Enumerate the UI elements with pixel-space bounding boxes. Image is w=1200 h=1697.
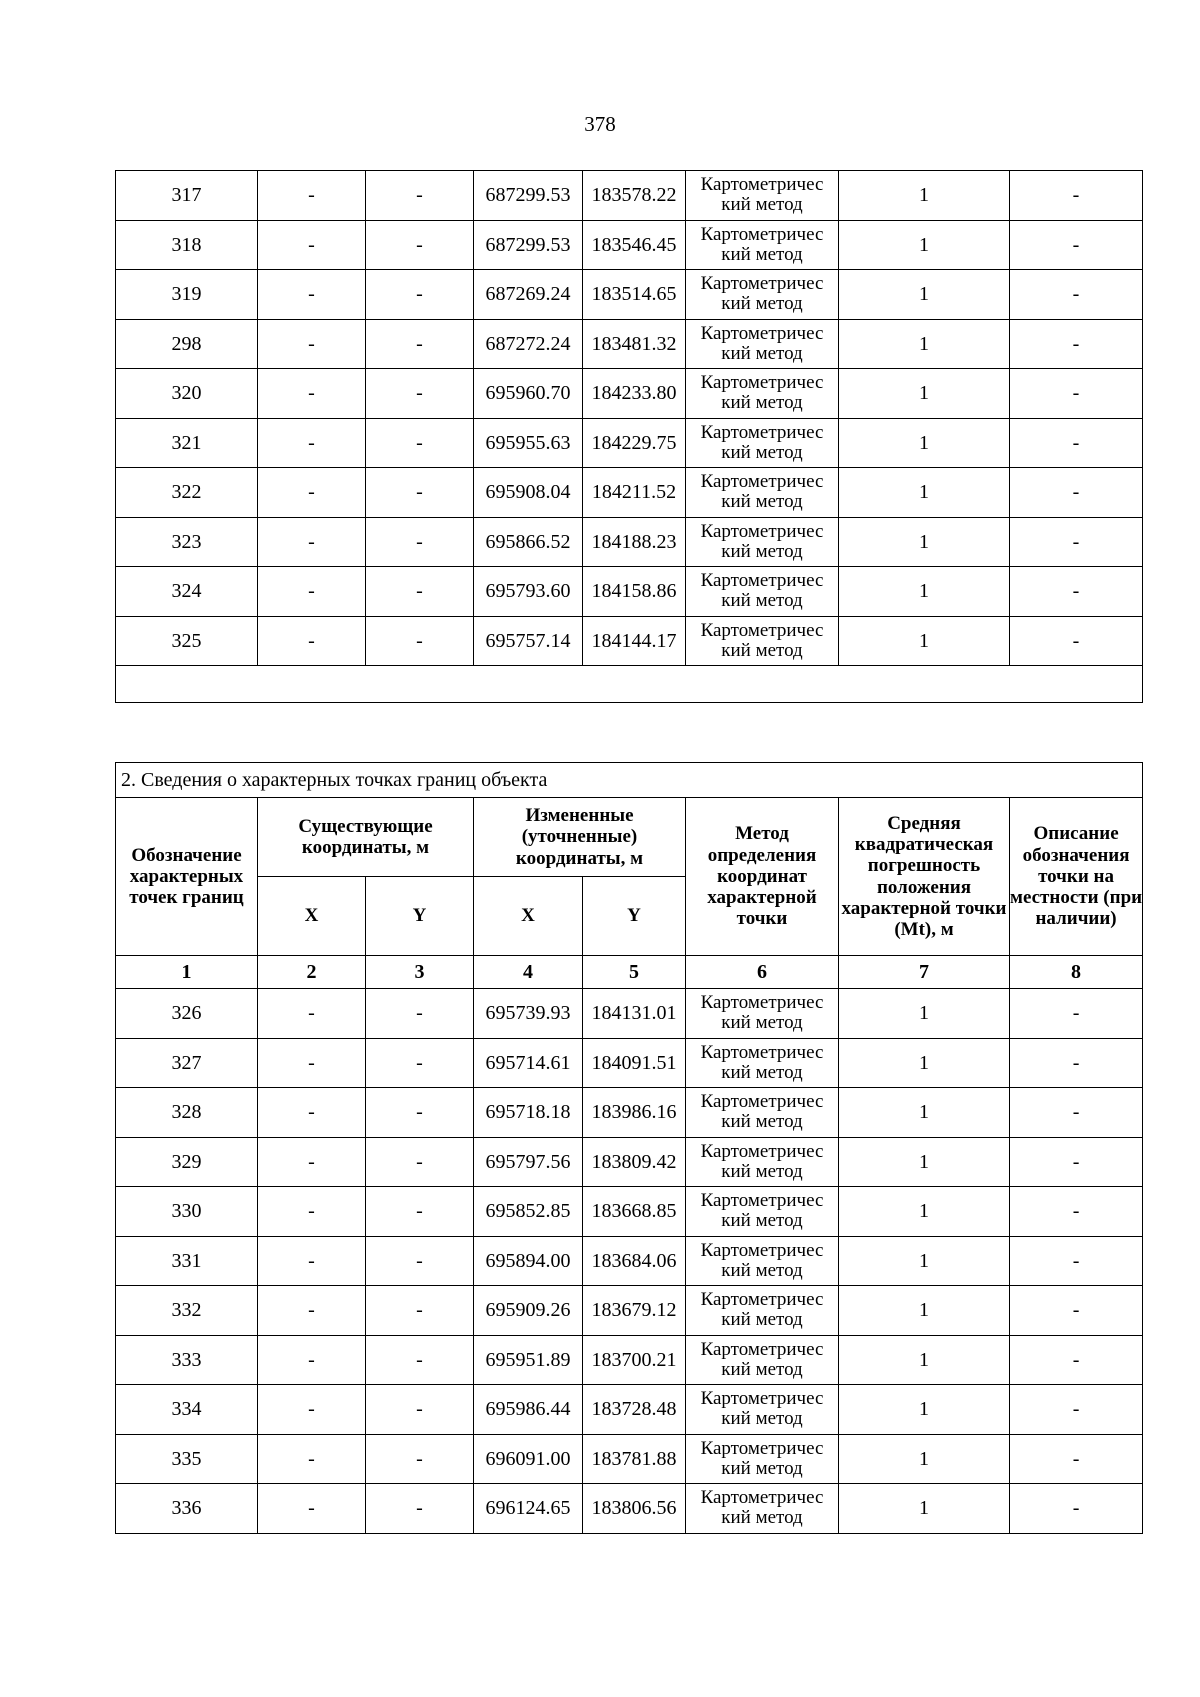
- column-number-cell: 3: [366, 956, 474, 989]
- table-row: [116, 1187, 1143, 1237]
- point-number-cell: 335: [116, 1434, 258, 1484]
- changed-x-cell: 695908.04: [474, 468, 583, 518]
- method-cell: Картометричес кий метод: [686, 369, 839, 419]
- table-row: [116, 1088, 1143, 1138]
- header-existing-coordinates: Существующие координаты, м: [258, 798, 474, 877]
- column-number-cell: 5: [583, 956, 686, 989]
- point-number-cell: 298: [116, 319, 258, 369]
- header-changed-x: X: [474, 877, 583, 956]
- column-number-row: [116, 956, 1143, 989]
- table-row: [116, 1385, 1143, 1435]
- description-cell: -: [1010, 1038, 1143, 1088]
- changed-x-cell: 695986.44: [474, 1385, 583, 1435]
- table1-empty-row: [116, 666, 1143, 703]
- column-number-cell: 2: [258, 956, 366, 989]
- method-cell: Картометричес кий метод: [686, 220, 839, 270]
- method-cell: Картометричес кий метод: [686, 1385, 839, 1435]
- method-cell: Картометричес кий метод: [686, 567, 839, 617]
- method-cell: Картометричес кий метод: [686, 1286, 839, 1336]
- existing-y-cell: -: [366, 1137, 474, 1187]
- point-number-cell: 326: [116, 989, 258, 1039]
- column-number-cell: 1: [116, 956, 258, 989]
- method-cell: Картометричес кий метод: [686, 171, 839, 221]
- point-number-cell: 321: [116, 418, 258, 468]
- point-number-cell: 325: [116, 616, 258, 666]
- mt-value-cell: 1: [839, 319, 1010, 369]
- existing-y-cell: -: [366, 616, 474, 666]
- point-number-cell: 322: [116, 468, 258, 518]
- existing-x-cell: -: [258, 171, 366, 221]
- method-cell: Картометричес кий метод: [686, 468, 839, 518]
- changed-x-cell: 695866.52: [474, 517, 583, 567]
- changed-x-cell: 695894.00: [474, 1236, 583, 1286]
- existing-y-cell: -: [366, 1038, 474, 1088]
- existing-x-cell: -: [258, 319, 366, 369]
- method-cell: Картометричес кий метод: [686, 1187, 839, 1237]
- table-row: [116, 1335, 1143, 1385]
- point-number-cell: 334: [116, 1385, 258, 1435]
- description-cell: -: [1010, 319, 1143, 369]
- description-cell: -: [1010, 418, 1143, 468]
- existing-y-cell: -: [366, 1335, 474, 1385]
- existing-x-cell: -: [258, 1038, 366, 1088]
- existing-y-cell: -: [366, 369, 474, 419]
- changed-x-cell: 695739.93: [474, 989, 583, 1039]
- existing-x-cell: -: [258, 517, 366, 567]
- changed-x-cell: 687299.53: [474, 220, 583, 270]
- changed-x-cell: 695714.61: [474, 1038, 583, 1088]
- changed-x-cell: 695718.18: [474, 1088, 583, 1138]
- mt-value-cell: 1: [839, 1385, 1010, 1435]
- mt-value-cell: 1: [839, 220, 1010, 270]
- changed-y-cell: 184158.86: [583, 567, 686, 617]
- description-cell: -: [1010, 468, 1143, 518]
- header-row-1: [116, 798, 1143, 877]
- description-cell: -: [1010, 220, 1143, 270]
- changed-y-cell: 183546.45: [583, 220, 686, 270]
- existing-y-cell: -: [366, 567, 474, 617]
- changed-x-cell: 695955.63: [474, 418, 583, 468]
- description-cell: -: [1010, 1236, 1143, 1286]
- method-cell: Картометричес кий метод: [686, 616, 839, 666]
- changed-x-cell: 695909.26: [474, 1286, 583, 1336]
- description-cell: -: [1010, 1484, 1143, 1534]
- changed-y-cell: 184229.75: [583, 418, 686, 468]
- header-changed-y: Y: [583, 877, 686, 956]
- changed-y-cell: 183668.85: [583, 1187, 686, 1237]
- existing-y-cell: -: [366, 1187, 474, 1237]
- header-description: Описание обозначения точки на местности (при наличии): [1010, 798, 1143, 956]
- mt-value-cell: 1: [839, 1236, 1010, 1286]
- point-number-cell: 333: [116, 1335, 258, 1385]
- existing-y-cell: -: [366, 270, 474, 320]
- column-number-cell: 8: [1010, 956, 1143, 989]
- existing-y-cell: -: [366, 1434, 474, 1484]
- page-number: 378: [584, 112, 616, 136]
- description-cell: -: [1010, 1286, 1143, 1336]
- mt-value-cell: 1: [839, 1434, 1010, 1484]
- existing-x-cell: -: [258, 369, 366, 419]
- table-row: [116, 567, 1143, 617]
- changed-y-cell: 184131.01: [583, 989, 686, 1039]
- existing-x-cell: -: [258, 1335, 366, 1385]
- changed-x-cell: 696091.00: [474, 1434, 583, 1484]
- existing-x-cell: -: [258, 1484, 366, 1534]
- table-row: [116, 517, 1143, 567]
- changed-y-cell: 183514.65: [583, 270, 686, 320]
- changed-x-cell: 695852.85: [474, 1187, 583, 1237]
- mt-value-cell: 1: [839, 1335, 1010, 1385]
- description-cell: -: [1010, 1434, 1143, 1484]
- header-existing-y: Y: [366, 877, 474, 956]
- table2-caption-row: [116, 763, 1143, 798]
- mt-value-cell: 1: [839, 616, 1010, 666]
- table2-body: [116, 763, 1143, 1534]
- point-number-cell: 319: [116, 270, 258, 320]
- description-cell: -: [1010, 567, 1143, 617]
- changed-x-cell: 695951.89: [474, 1335, 583, 1385]
- method-cell: Картометричес кий метод: [686, 989, 839, 1039]
- existing-y-cell: -: [366, 220, 474, 270]
- existing-x-cell: -: [258, 1088, 366, 1138]
- existing-y-cell: -: [366, 171, 474, 221]
- table-caption: 2. Сведения о характерных точках границ объекта: [116, 763, 1143, 798]
- existing-y-cell: -: [366, 1484, 474, 1534]
- empty-cell: [116, 666, 1143, 703]
- point-number-cell: 327: [116, 1038, 258, 1088]
- method-cell: Картометричес кий метод: [686, 1137, 839, 1187]
- existing-y-cell: -: [366, 989, 474, 1039]
- existing-x-cell: -: [258, 1434, 366, 1484]
- mt-value-cell: 1: [839, 270, 1010, 320]
- changed-y-cell: 183578.22: [583, 171, 686, 221]
- mt-value-cell: 1: [839, 1038, 1010, 1088]
- point-number-cell: 328: [116, 1088, 258, 1138]
- existing-y-cell: -: [366, 418, 474, 468]
- table-row: [116, 1236, 1143, 1286]
- point-number-cell: 332: [116, 1286, 258, 1336]
- method-cell: Картометричес кий метод: [686, 1088, 839, 1138]
- changed-x-cell: 695960.70: [474, 369, 583, 419]
- changed-y-cell: 183809.42: [583, 1137, 686, 1187]
- column-number-cell: 4: [474, 956, 583, 989]
- existing-y-cell: -: [366, 1088, 474, 1138]
- description-cell: -: [1010, 1088, 1143, 1138]
- changed-x-cell: 696124.65: [474, 1484, 583, 1534]
- table1-body: [116, 171, 1143, 703]
- description-cell: -: [1010, 369, 1143, 419]
- point-number-cell: 330: [116, 1187, 258, 1237]
- table-row: [116, 468, 1143, 518]
- point-number-cell: 318: [116, 220, 258, 270]
- point-number-cell: 331: [116, 1236, 258, 1286]
- changed-y-cell: 184091.51: [583, 1038, 686, 1088]
- method-cell: Картометричес кий метод: [686, 517, 839, 567]
- existing-x-cell: -: [258, 567, 366, 617]
- header-error: Средняя квадратическая погрешность положения характерной точки (Mt), м: [839, 798, 1010, 956]
- table-row: [116, 171, 1143, 221]
- table-row: [116, 1484, 1143, 1534]
- mt-value-cell: 1: [839, 1286, 1010, 1336]
- existing-y-cell: -: [366, 1286, 474, 1336]
- existing-x-cell: -: [258, 468, 366, 518]
- table-row: [116, 989, 1143, 1039]
- changed-y-cell: 183781.88: [583, 1434, 686, 1484]
- changed-x-cell: 695797.56: [474, 1137, 583, 1187]
- description-cell: -: [1010, 270, 1143, 320]
- description-cell: -: [1010, 989, 1143, 1039]
- changed-y-cell: 183728.48: [583, 1385, 686, 1435]
- mt-value-cell: 1: [839, 1088, 1010, 1138]
- method-cell: Картометричес кий метод: [686, 1236, 839, 1286]
- changed-x-cell: 695757.14: [474, 616, 583, 666]
- mt-value-cell: 1: [839, 418, 1010, 468]
- mt-value-cell: 1: [839, 1187, 1010, 1237]
- changed-x-cell: 687272.24: [474, 319, 583, 369]
- method-cell: Картометричес кий метод: [686, 1484, 839, 1534]
- table-row: [116, 1286, 1143, 1336]
- table-row: [116, 369, 1143, 419]
- existing-y-cell: -: [366, 1236, 474, 1286]
- table-row: [116, 616, 1143, 666]
- point-number-cell: 317: [116, 171, 258, 221]
- header-changed-coordinates: Измененные (уточненные) координаты, м: [474, 798, 686, 877]
- method-cell: Картометричес кий метод: [686, 418, 839, 468]
- existing-x-cell: -: [258, 1385, 366, 1435]
- header-existing-x: X: [258, 877, 366, 956]
- description-cell: -: [1010, 1187, 1143, 1237]
- mt-value-cell: 1: [839, 1137, 1010, 1187]
- mt-value-cell: 1: [839, 989, 1010, 1039]
- header-designation: Обозначение характерных точек границ: [116, 798, 258, 956]
- changed-y-cell: 183806.56: [583, 1484, 686, 1534]
- column-number-cell: 7: [839, 956, 1010, 989]
- table-row: [116, 319, 1143, 369]
- column-number-cell: 6: [686, 956, 839, 989]
- existing-x-cell: -: [258, 1137, 366, 1187]
- method-cell: Картометричес кий метод: [686, 270, 839, 320]
- existing-x-cell: -: [258, 1236, 366, 1286]
- boundary-points-table: [115, 762, 1143, 1534]
- changed-y-cell: 183679.12: [583, 1286, 686, 1336]
- existing-y-cell: -: [366, 517, 474, 567]
- method-cell: Картометричес кий метод: [686, 319, 839, 369]
- changed-y-cell: 183481.32: [583, 319, 686, 369]
- changed-y-cell: 184188.23: [583, 517, 686, 567]
- changed-x-cell: 695793.60: [474, 567, 583, 617]
- description-cell: -: [1010, 616, 1143, 666]
- changed-y-cell: 184211.52: [583, 468, 686, 518]
- mt-value-cell: 1: [839, 517, 1010, 567]
- mt-value-cell: 1: [839, 1484, 1010, 1534]
- changed-x-cell: 687269.24: [474, 270, 583, 320]
- coordinates-table-continued: [115, 170, 1143, 703]
- point-number-cell: 320: [116, 369, 258, 419]
- description-cell: -: [1010, 517, 1143, 567]
- changed-y-cell: 183700.21: [583, 1335, 686, 1385]
- existing-x-cell: -: [258, 270, 366, 320]
- existing-x-cell: -: [258, 989, 366, 1039]
- description-cell: -: [1010, 1137, 1143, 1187]
- header-method: Метод определения координат характерной точки: [686, 798, 839, 956]
- point-number-cell: 329: [116, 1137, 258, 1187]
- point-number-cell: 336: [116, 1484, 258, 1534]
- description-cell: -: [1010, 171, 1143, 221]
- description-cell: -: [1010, 1385, 1143, 1435]
- existing-x-cell: -: [258, 1187, 366, 1237]
- existing-x-cell: -: [258, 1286, 366, 1336]
- mt-value-cell: 1: [839, 567, 1010, 617]
- existing-x-cell: -: [258, 418, 366, 468]
- table-row: [116, 1434, 1143, 1484]
- table-row: [116, 270, 1143, 320]
- changed-y-cell: 184144.17: [583, 616, 686, 666]
- table-row: [116, 220, 1143, 270]
- changed-x-cell: 687299.53: [474, 171, 583, 221]
- existing-y-cell: -: [366, 468, 474, 518]
- method-cell: Картометричес кий метод: [686, 1038, 839, 1088]
- mt-value-cell: 1: [839, 468, 1010, 518]
- changed-y-cell: 184233.80: [583, 369, 686, 419]
- changed-y-cell: 183684.06: [583, 1236, 686, 1286]
- point-number-cell: 323: [116, 517, 258, 567]
- existing-x-cell: -: [258, 220, 366, 270]
- table-row: [116, 1137, 1143, 1187]
- mt-value-cell: 1: [839, 369, 1010, 419]
- changed-y-cell: 183986.16: [583, 1088, 686, 1138]
- table-row: [116, 418, 1143, 468]
- existing-x-cell: -: [258, 616, 366, 666]
- point-number-cell: 324: [116, 567, 258, 617]
- description-cell: -: [1010, 1335, 1143, 1385]
- method-cell: Картометричес кий метод: [686, 1434, 839, 1484]
- method-cell: Картометричес кий метод: [686, 1335, 839, 1385]
- existing-y-cell: -: [366, 1385, 474, 1435]
- existing-y-cell: -: [366, 319, 474, 369]
- table-row: [116, 1038, 1143, 1088]
- mt-value-cell: 1: [839, 171, 1010, 221]
